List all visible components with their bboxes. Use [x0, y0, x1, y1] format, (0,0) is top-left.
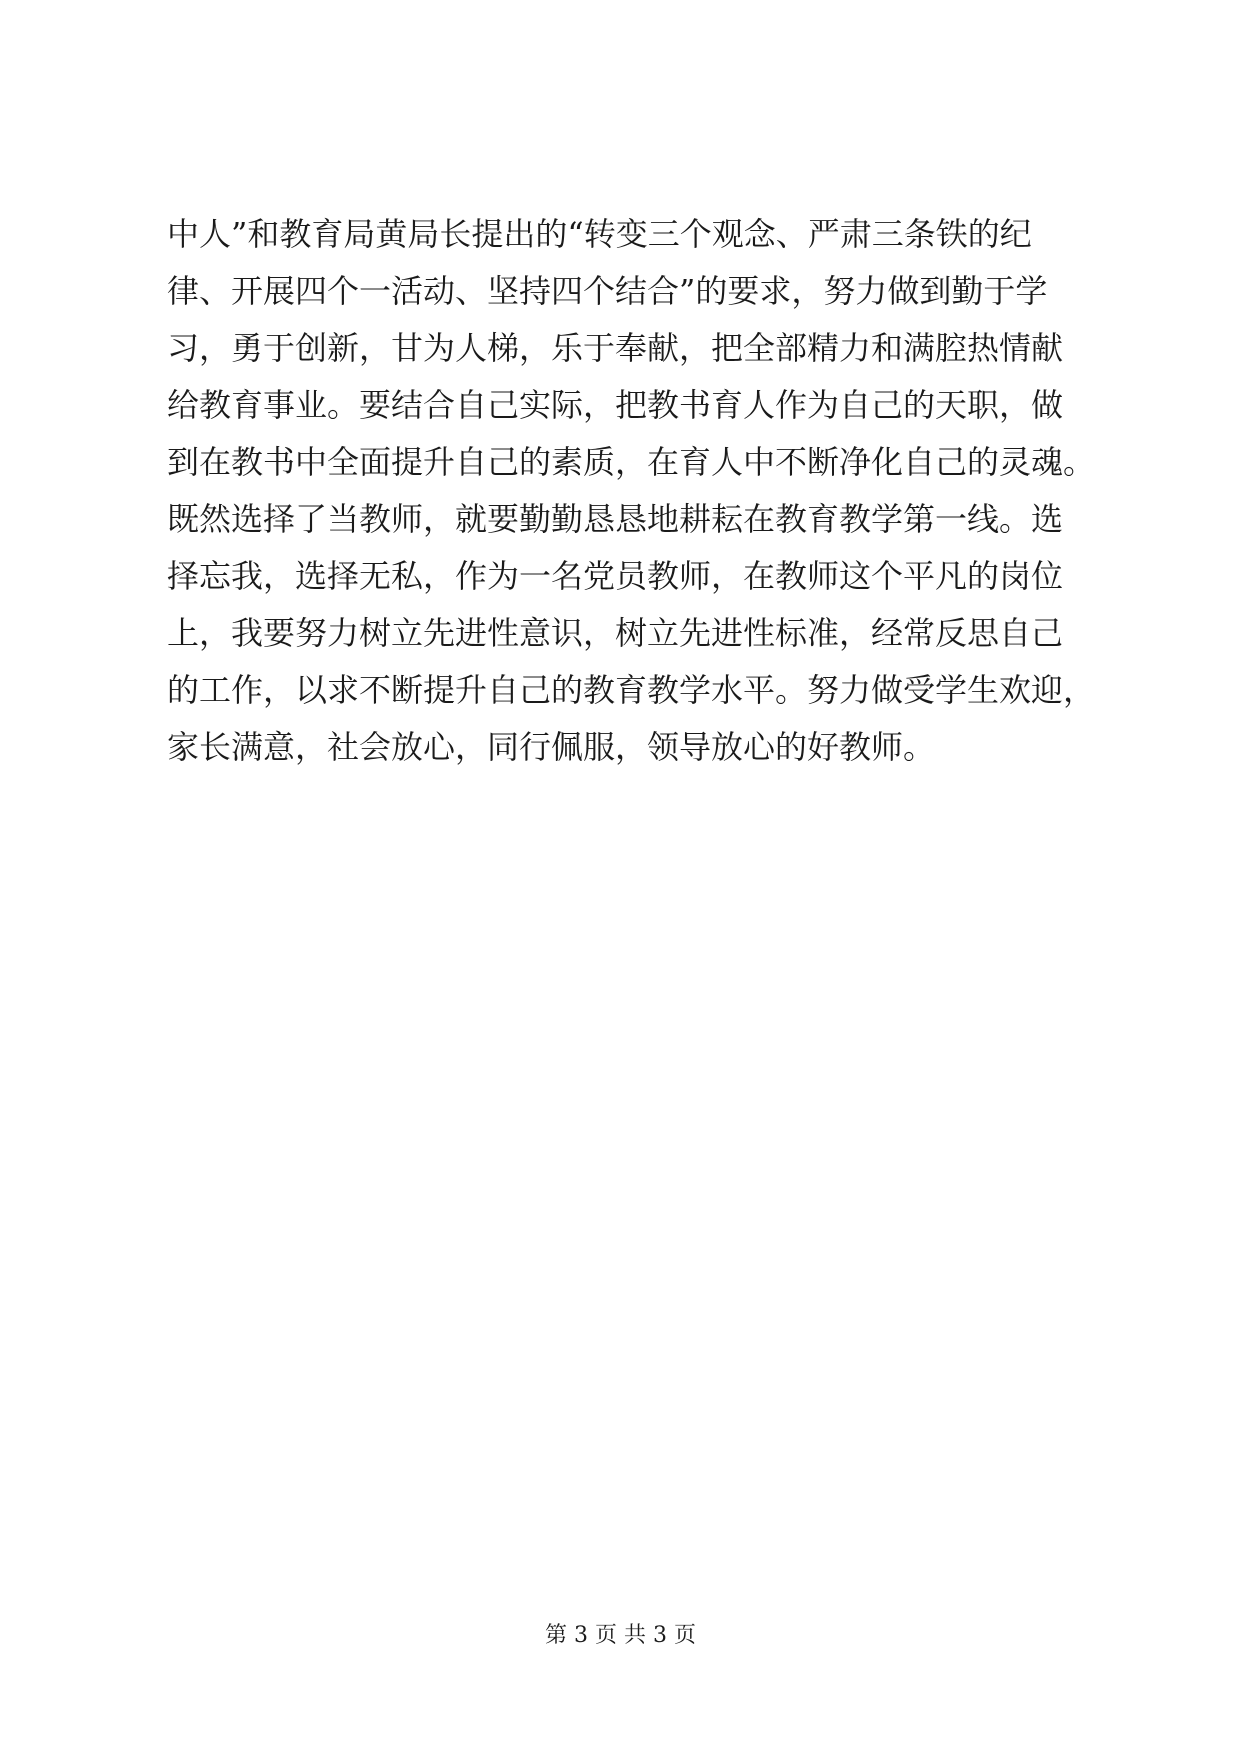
page-footer [0, 1621, 1241, 1651]
page-number-label: 第 3 页 共 3 页 [545, 1623, 696, 1648]
text-line-5: 到在教书中全面提升自己的素质，在育人中不断净化自己的灵魂。 [167, 443, 1096, 481]
text-line-8: 上，我要努力树立先进性意识，树立先进性标准，经常反思自己 [167, 614, 1064, 652]
text-line-4: 给教育事业。要结合自己实际，把教书育人作为自己的天职，做 [167, 386, 1064, 424]
text-line-1: 中人”和教育局黄局长提出的“转变三个观念、严肃三条铁的纪 [167, 215, 1032, 253]
text-line-10: 家长满意，社会放心，同行佩服，领导放心的好教师。 [167, 728, 936, 766]
text-line-6: 既然选择了当教师，就要勤勤恳恳地耕耘在教育教学第一线。选 [167, 500, 1064, 538]
text-line-9: 的工作，以求不断提升自己的教育教学水平。努力做受学生欢迎， [167, 671, 1096, 709]
text-line-7: 择忘我，选择无私，作为一名党员教师，在教师这个平凡的岗位 [167, 557, 1064, 595]
body-paragraph [167, 206, 1096, 776]
text-line-3: 习，勇于创新，甘为人梯，乐于奉献，把全部精力和满腔热情献 [167, 329, 1064, 367]
text-line-2: 律、开展四个一活动、坚持四个结合”的要求，努力做到勤于学 [167, 272, 1048, 310]
